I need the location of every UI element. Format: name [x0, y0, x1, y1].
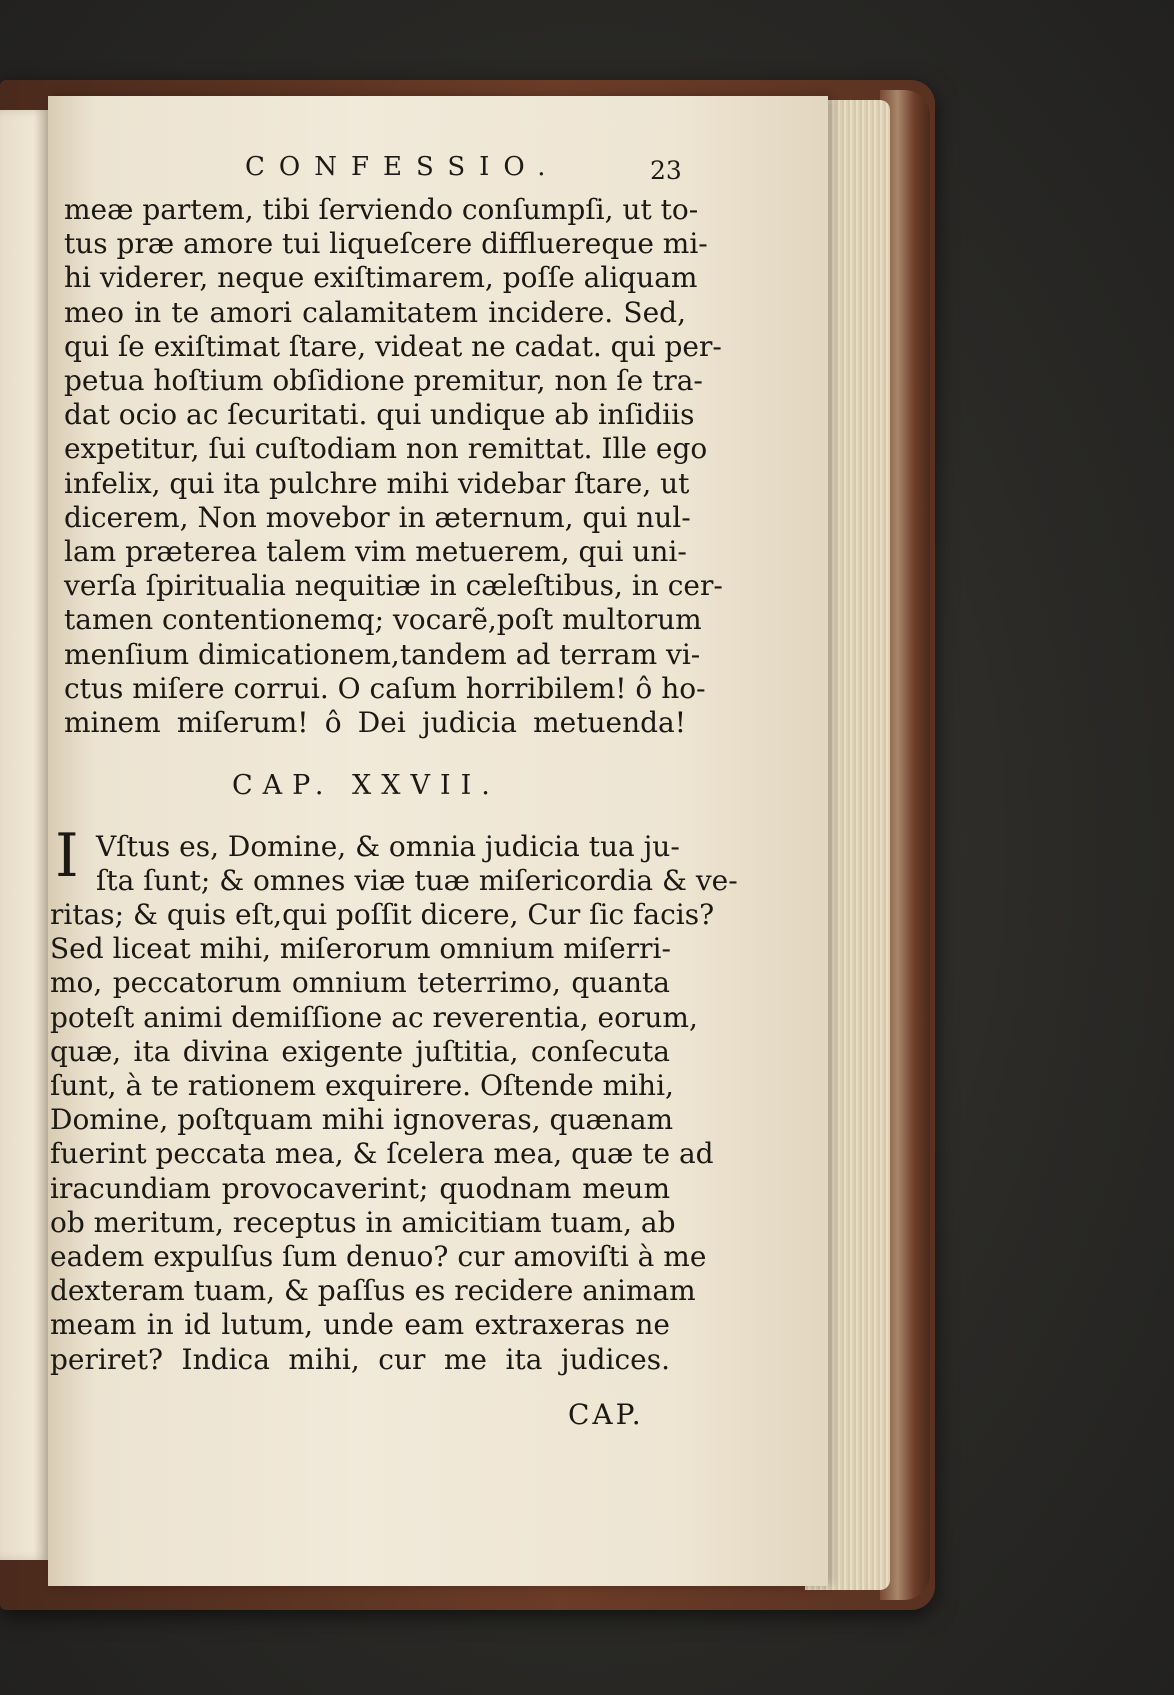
running-head: CONFESSIO. — [245, 152, 560, 182]
catchword: CAP. — [568, 1398, 644, 1431]
text-line: ob meritum, receptus in amicitiam tuam, ab — [50, 1205, 676, 1239]
text-line: meam in id lutum, unde eam extraxeras ne — [50, 1308, 670, 1342]
chapter-heading: CAP. XXVII. — [232, 770, 500, 801]
text-line: Sed liceat mihi, miſerorum omnium miſerri- — [50, 932, 671, 966]
page-number: 23 — [650, 156, 682, 185]
text-line: poteſt animi demiſſione ac reverentia, eorum, — [50, 1000, 698, 1034]
text-line: verſa ſpiritualia nequitiæ in cæleſtibus, in cer- — [64, 569, 723, 603]
left-page-edge — [0, 110, 48, 1560]
text-line: mo, peccatorum omnium teterrimo, quanta — [50, 966, 670, 1000]
text-line: meæ partem, tibi ſerviendo conſumpſi, ut to- — [64, 193, 699, 226]
text-line: expetitur, ſui cuſtodiam non remittat. Ille ego — [64, 432, 708, 466]
text-line: hi viderer, neque exiſtimarem, poſſe aliquam — [64, 261, 698, 295]
text-line: eadem expulſus ſum denuo? cur amoviſti à me — [50, 1240, 707, 1273]
text-line: tus præ amore tui liqueſcere diffluereque mi- — [64, 227, 708, 261]
text-line: quæ, ita divina exigente juſtitia, conſecuta — [50, 1034, 670, 1068]
text-line: Domine, poſtquam mihi ignoveras, quænam — [50, 1103, 674, 1137]
text-line: infelix, qui ita pulchre mihi videbar ſtare, ut — [64, 466, 690, 500]
text-line: iracundiam provocaverint; quodnam meum — [50, 1171, 670, 1205]
text-line: fuerint peccata mea, & ſcelera mea, quæ te ad — [50, 1137, 714, 1171]
text-line: ſta ſunt; & omnes viæ tuæ miſericordia & ve- — [96, 864, 738, 898]
drop-capital: I — [55, 821, 79, 891]
text-line: dexteram tuam, & paſſus es recidere animam — [50, 1274, 696, 1308]
text-line: Vſtus es, Domine, & omnia judicia tua ju- — [96, 830, 680, 863]
text-line: meo in te amori calamitatem incidere. Sed, — [64, 295, 686, 329]
text-line: tamen contentionemq; vocarẽ,poſt multorum — [64, 603, 702, 637]
text-line: dicerem, Non movebor in æternum, qui nul- — [64, 500, 691, 534]
text-line: petua hoſtium obſidione premitur, non ſe tra- — [64, 364, 703, 397]
text-line: minem miſerum! ô Dei judicia metuenda! — [64, 706, 686, 739]
text-line: lam præterea talem vim metuerem, qui uni- — [64, 535, 687, 568]
text-line: ſunt, à te rationem exquirere. Oſtende mihi, — [50, 1069, 674, 1102]
text-line: ctus miſere corrui. O caſum horribilem! ô ho- — [64, 671, 706, 705]
text-line: qui ſe exiſtimat ſtare, videat ne cadat. qui per- — [64, 329, 722, 363]
text-line: periret? Indica mihi, cur me ita judices. — [50, 1342, 670, 1376]
text-line: menſium dimicationem,tandem ad terram vi- — [64, 637, 701, 671]
text-line: dat ocio ac ſecuritati. qui undique ab inſidiis — [64, 398, 695, 432]
text-line: ritas; & quis eſt,qui poſſit dicere, Cur ſic facis? — [50, 898, 715, 931]
